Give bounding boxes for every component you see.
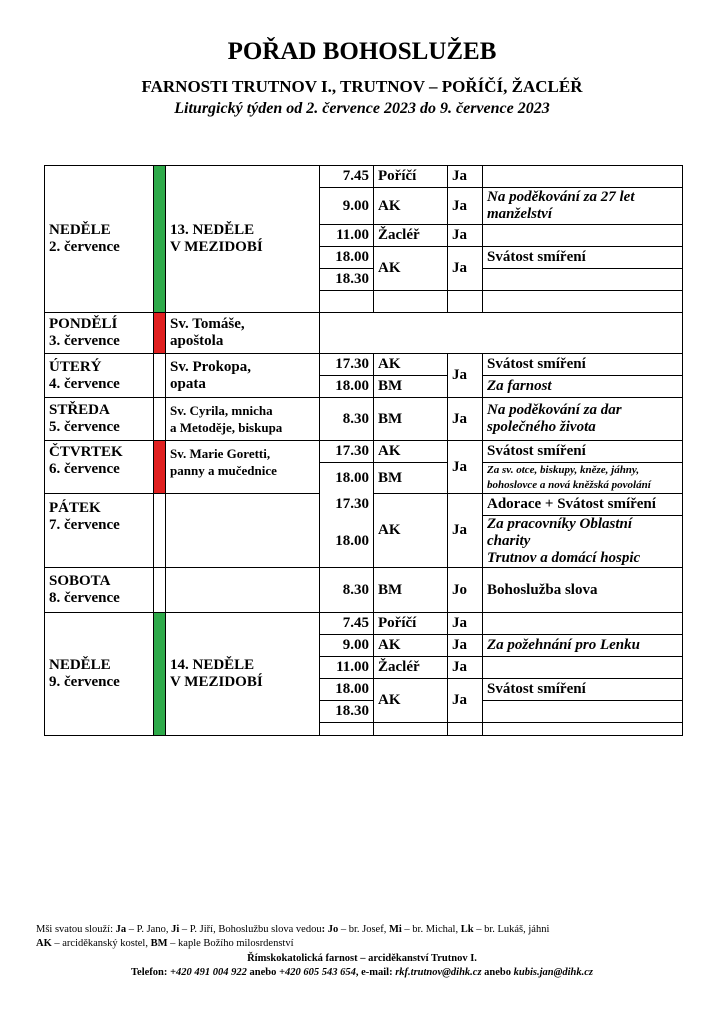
liturgical-color-bar	[154, 494, 166, 568]
mass-note	[483, 269, 683, 291]
liturgical-week: Liturgický týden od 2. července 2023 do 9. července 2023	[174, 100, 550, 117]
empty-cell	[320, 291, 374, 313]
mass-time: 17.30	[320, 494, 374, 516]
mass-time: 18.00	[320, 516, 374, 568]
liturgical-color-bar	[154, 354, 166, 398]
table-row	[45, 398, 683, 441]
liturgical-color-bar	[154, 166, 166, 313]
mass-place: Žacléř	[374, 225, 448, 247]
mass-place: AK	[374, 494, 448, 568]
mass-note: Svátost smíření	[483, 354, 683, 376]
mass-time: 18.00	[320, 463, 374, 494]
mass-note	[483, 613, 683, 635]
mass-note: Na poděkování za 27 let manželství	[483, 188, 683, 225]
day-cell: ČTVRTEK 6. července	[45, 441, 154, 494]
mass-time: 17.30	[320, 441, 374, 463]
mass-priest: Ja	[448, 166, 483, 188]
mass-note: Na poděkování za dar společného života	[483, 398, 683, 441]
empty-cell	[320, 723, 374, 736]
liturgical-day: Sv. Cyrila, mnicha a Metoděje, biskupa	[166, 398, 320, 441]
day-cell: STŘEDA 5. července	[45, 398, 154, 441]
mass-time: 18.00	[320, 376, 374, 398]
mass-note: Adorace + Svátost smíření	[483, 494, 683, 516]
liturgical-color-bar	[154, 568, 166, 613]
mass-priest: Ja	[448, 225, 483, 247]
liturgical-color-bar	[154, 398, 166, 441]
mass-place: AK	[374, 354, 448, 376]
day-cell: PÁTEK 7. července	[45, 494, 154, 568]
email-link[interactable]: rkf.trutnov@dihk.cz	[395, 967, 482, 978]
table-row	[45, 613, 683, 635]
footer-places: AK – arciděkanský kostel, BM – kaple Božího milosrdenství	[36, 938, 294, 949]
mass-time: 7.45	[320, 613, 374, 635]
page-subtitle: FARNOSTI TRUTNOV I., TRUTNOV – POŘÍČÍ, ŽACLÉŘ	[141, 77, 583, 96]
table-row	[45, 568, 683, 613]
mass-place: Poříčí	[374, 613, 448, 635]
email-link[interactable]: kubis.jan@dihk.cz	[513, 967, 593, 978]
mass-place: BM	[374, 376, 448, 398]
mass-note: Svátost smíření	[483, 441, 683, 463]
mass-note: Svátost smíření	[483, 679, 683, 701]
mass-place: BM	[374, 398, 448, 441]
table-row	[45, 354, 683, 376]
mass-priest: Ja	[448, 188, 483, 225]
mass-priest: Ja	[448, 247, 483, 291]
empty-cell	[374, 291, 448, 313]
mass-priest: Jo	[448, 568, 483, 613]
liturgical-day: Sv. Prokopa, opata	[166, 354, 320, 398]
footer-celebrants: Mši svatou slouží: Ja – P. Jano, Ji – P. Jiří, Bohoslužbu slova vedou: Jo – br. Josef, Mi – br. Michal, Lk – br. Lukáš, jáhni	[36, 924, 550, 935]
mass-place: Žacléř	[374, 657, 448, 679]
mass-priest: Ja	[448, 657, 483, 679]
footer-parish: Římskokatolická farnost – arciděkanství Trutnov I.	[247, 953, 477, 964]
liturgical-day: Sv. Marie Goretti, panny a mučednice	[166, 441, 320, 494]
day-cell: NEDĚLE 2. července	[45, 166, 154, 313]
table-row	[45, 313, 683, 354]
mass-place: AK	[374, 441, 448, 463]
day-cell: PONDĚLÍ 3. července	[45, 313, 154, 354]
mass-note	[483, 701, 683, 723]
mass-note: Za pracovníky Oblastní charity Trutnov a domácí hospic	[483, 516, 683, 568]
mass-note: Svátost smíření	[483, 247, 683, 269]
page-title: POŘAD BOHOSLUŽEB	[227, 38, 497, 65]
mass-time: 9.00	[320, 188, 374, 225]
mass-priest: Ja	[448, 354, 483, 398]
mass-place: BM	[374, 568, 448, 613]
mass-place: BM	[374, 463, 448, 494]
day-cell: NEDĚLE 9. července	[45, 613, 154, 736]
liturgical-day: 13. NEDĚLE V MEZIDOBÍ	[166, 166, 320, 313]
mass-time: 17.30	[320, 354, 374, 376]
mass-time: 8.30	[320, 568, 374, 613]
empty-cell	[374, 723, 448, 736]
liturgical-color-bar	[154, 441, 166, 494]
liturgical-color-bar	[154, 613, 166, 736]
mass-time: 9.00	[320, 635, 374, 657]
mass-note	[483, 225, 683, 247]
mass-time: 11.00	[320, 657, 374, 679]
mass-priest: Ja	[448, 441, 483, 494]
empty-cell	[483, 291, 683, 313]
liturgical-day: Sv. Tomáše, apoštola	[166, 313, 320, 354]
mass-place: AK	[374, 247, 448, 291]
mass-time: 18.30	[320, 701, 374, 723]
empty-cell	[448, 723, 483, 736]
liturgical-day	[166, 494, 320, 568]
mass-priest: Ja	[448, 494, 483, 568]
mass-place: AK	[374, 188, 448, 225]
day-cell: SOBOTA 8. července	[45, 568, 154, 613]
mass-note: Za sv. otce, biskupy, kněze, jáhny, bohoslovce a nová kněžská povolání	[483, 463, 683, 494]
mass-priest: Ja	[448, 398, 483, 441]
mass-note	[483, 657, 683, 679]
mass-priest: Ja	[448, 613, 483, 635]
table-row	[45, 494, 683, 516]
mass-time: 11.00	[320, 225, 374, 247]
mass-time: 18.30	[320, 269, 374, 291]
mass-note: Za farnost	[483, 376, 683, 398]
mass-place: Poříčí	[374, 166, 448, 188]
mass-place: AK	[374, 679, 448, 723]
mass-time: 18.00	[320, 247, 374, 269]
mass-place: AK	[374, 635, 448, 657]
empty-cell	[320, 313, 683, 354]
table-row	[45, 166, 683, 188]
empty-cell	[448, 291, 483, 313]
schedule-table	[44, 165, 683, 736]
liturgical-color-bar	[154, 313, 166, 354]
empty-cell	[483, 723, 683, 736]
mass-time: 7.45	[320, 166, 374, 188]
day-cell: ÚTERÝ 4. července	[45, 354, 154, 398]
mass-time: 8.30	[320, 398, 374, 441]
mass-note	[483, 166, 683, 188]
mass-priest: Ja	[448, 679, 483, 723]
footer-contact: Telefon: +420 491 004 922 anebo +420 605 543 654, e-mail: rkf.trutnov@dihk.cz anebo kubis.jan@dihk.cz	[131, 967, 593, 978]
liturgical-day: 14. NEDĚLE V MEZIDOBÍ	[166, 613, 320, 736]
mass-time: 18.00	[320, 679, 374, 701]
mass-priest: Ja	[448, 635, 483, 657]
mass-note: Bohoslužba slova	[483, 568, 683, 613]
mass-note: Za požehnání pro Lenku	[483, 635, 683, 657]
liturgical-day	[166, 568, 320, 613]
table-row	[45, 441, 683, 463]
